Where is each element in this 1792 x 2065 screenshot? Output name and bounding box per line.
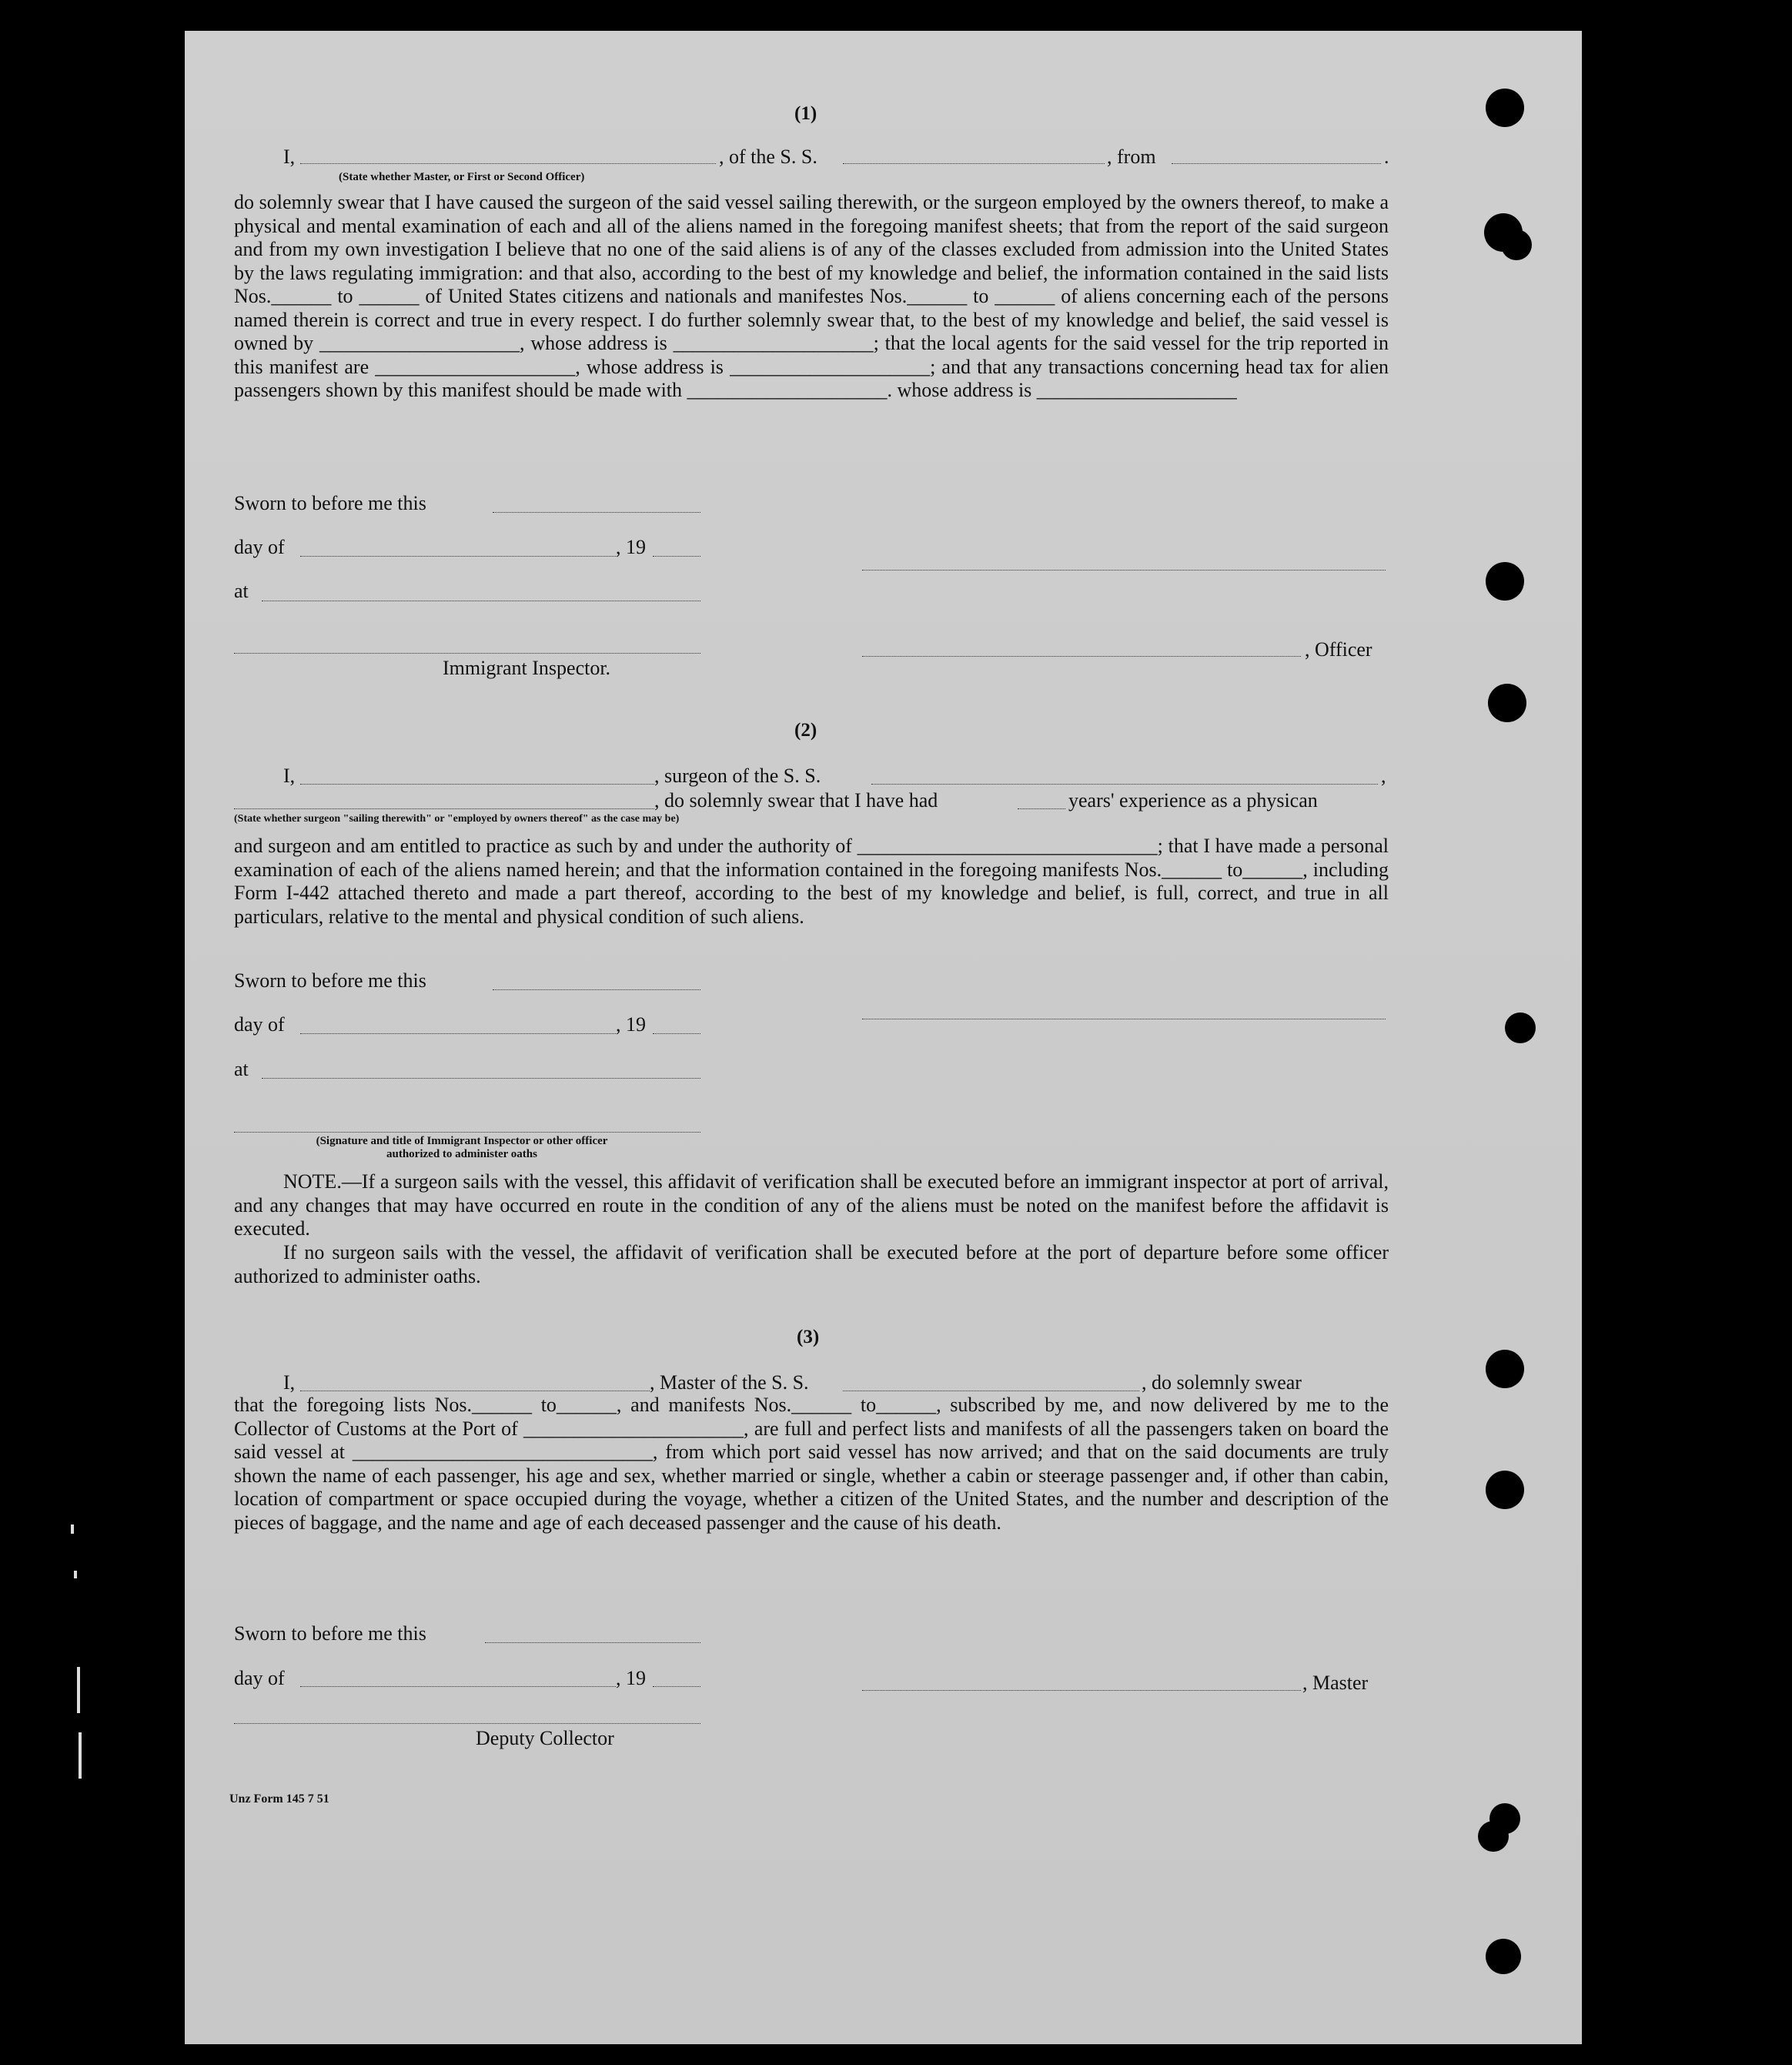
section1-year: , 19 [616, 536, 646, 558]
section2-vessel-line[interactable] [871, 784, 1378, 785]
section2-day-of: day of [234, 1013, 285, 1036]
years-experience-label: years' experience as a physican [1068, 789, 1318, 812]
binding-hole [1486, 1350, 1524, 1388]
officer-label: , Officer [1305, 638, 1372, 661]
section3-year-line[interactable] [653, 1686, 700, 1687]
section2-at-line[interactable] [262, 1078, 700, 1079]
swear-line-label: , do solemnly swear that I have had [654, 789, 938, 812]
surgeon-state-note: (State whether surgeon "sailing therewith" or "employed by owners thereof" as the case may be) [234, 813, 680, 825]
section2-sworn-line[interactable] [493, 989, 700, 990]
note-paragraph-1: NOTE.—If a surgeon sails with the vessel, this affidavit of verification shall be executed before an immigrant inspector at port of arrival, and any changes that may have occurred en route in the condition of any of the aliens must be noted on the manifest before the affidavit is executed. [234, 1170, 1389, 1240]
master-label: , Master [1302, 1672, 1369, 1694]
section3-day-of: day of [234, 1667, 285, 1689]
section3-sworn: Sworn to before me this [234, 1622, 426, 1645]
surgeon-status-line[interactable] [234, 808, 654, 809]
section1-paragraph: do solemnly swear that I have caused the surgeon of the said vessel sailing therewith, or the surgeon employed by the owners thereof, to make a physical and mental examination of each and all of the aliens named in the foregoing manifest sheets; that from the report of the said surgeon and from my own investigation I believe that no one of the said aliens is of any of the classes excluded from admission into the United States by the laws regulating immigration: and that also, according to the best of my knowledge and belief, the information contained in the said lists Nos.______ to ______ of United States citizens and nationals and manifestes Nos.______ to ______ of aliens concerning each of the persons named therein is correct and true in every respect. I do further solemnly swear that, to the best of my knowledge and belief, the said vessel is owned by ____________________, whose address is ____________________; that the local agents for the said vessel for the trip reported in this manifest are ____________________, whose address is ____________________; and that any transactions concerning head tax for alien passengers shown by this manifest should be made with ____________________. whose address is ____________________ [234, 191, 1389, 401]
section1-at: at [234, 580, 249, 602]
surgeon-of-label: , surgeon of the S. S. [654, 765, 821, 787]
section2-year-line[interactable] [653, 1033, 700, 1034]
binding-hole [1501, 229, 1532, 260]
section2-paragraph: and surgeon and am entitled to practice as such by and under the authority of ______________________________; that I have made a personal examination of each of the aliens named herein; and that the information contained in the foregoing manifests Nos.______ to______, including Form I-442 attached thereto and made a part thereof, according to the best of my knowledge and belief, is full, correct, and true in all particulars, relative to the mental and physical condition of such aliens. [234, 835, 1389, 928]
manifest-affidavit-page [185, 31, 1582, 2044]
signature-title-note: (Signature and title of Immigrant Inspector or other officer authorized to administer oaths [316, 1135, 608, 1160]
section2-sworn: Sworn to before me this [234, 969, 426, 992]
officer-signature-line-1[interactable] [862, 570, 1386, 571]
inspector-signature-line[interactable] [234, 653, 700, 654]
binding-hole [1488, 684, 1526, 722]
section2-oath-i: I, [283, 765, 296, 787]
officer-signature-line-2[interactable] [862, 656, 1301, 657]
section1-day-of: day of [234, 536, 285, 558]
years-line[interactable] [1018, 808, 1065, 809]
section3-heading: (3) [797, 1327, 820, 1347]
surgeon-name-line[interactable] [300, 784, 654, 785]
of-the-ss-label: , of the S. S. [719, 146, 817, 168]
margin-speck [79, 1732, 82, 1779]
section2-inspector-line[interactable] [234, 1132, 700, 1133]
section3-swear: , do solemnly swear [1142, 1371, 1302, 1394]
deputy-collector-label: Deputy Collector [476, 1727, 614, 1749]
section2-comma: , [1381, 765, 1386, 787]
section1-sworn: Sworn to before me this [234, 492, 426, 514]
note-paragraph-2: If no surgeon sails with the vessel, the affidavit of verification shall be executed before at the port of departure before some officer authorized to administer oaths. [234, 1241, 1389, 1287]
margin-speck [74, 1571, 77, 1578]
master-signature-line[interactable] [862, 1690, 1301, 1691]
binding-hole [1486, 562, 1524, 601]
section1-sworn-line[interactable] [493, 512, 700, 513]
section3-paragraph: that the foregoing lists Nos.______ to______, and manifests Nos.______ to______, subscribed by me, and now delivered by me to the Collector of Customs at the Port of ______________________, are full and perfect lists and manifests of all the passengers taken on board the said vessel at ______________________________, from which port said vessel has now arrived; and that on the said documents are truly shown the name of each passenger, his age and sex, whether married or single, whether a cabin or steerage passenger and, if other than cabin, location of compartment or space occupied during the voyage, whether a citizen of the United States, and the number and description of the pieces of baggage, and the name and age of each deceased passenger and the cause of his death. [234, 1394, 1389, 1534]
from-label: , from [1107, 146, 1156, 168]
margin-speck [77, 1667, 80, 1713]
section3-sworn-line[interactable] [485, 1642, 700, 1643]
section1-year-line[interactable] [653, 556, 700, 557]
section3-oath-i: I, [283, 1371, 296, 1394]
binding-hole [1478, 1821, 1509, 1852]
period: . [1384, 146, 1389, 168]
departure-port-line[interactable] [1172, 163, 1381, 164]
section1-heading: (1) [794, 103, 817, 124]
form-identifier: Unz Form 145 7 51 [229, 1792, 329, 1806]
master-of-label: , Master of the S. S. [650, 1371, 809, 1394]
binding-hole [1486, 1939, 1521, 1974]
binding-hole [1486, 89, 1524, 127]
binding-hole [1486, 1471, 1524, 1509]
section1-oath-i: I, [283, 146, 296, 168]
officer-note: (State whether Master, or First or Second Officer) [339, 171, 585, 183]
immigrant-inspector-label: Immigrant Inspector. [443, 657, 611, 679]
binding-hole [1505, 1012, 1536, 1043]
section3-year: , 19 [616, 1667, 646, 1689]
margin-speck [71, 1524, 74, 1534]
section2-at: at [234, 1058, 249, 1080]
collector-signature-line[interactable] [234, 1723, 700, 1724]
section2-heading: (2) [794, 720, 817, 741]
section2-day-line[interactable] [300, 1033, 616, 1034]
section2-year: , 19 [616, 1013, 646, 1036]
section1-day-line[interactable] [300, 556, 616, 557]
vessel-name-line[interactable] [843, 163, 1105, 164]
section3-day-line[interactable] [300, 1686, 616, 1687]
officer-name-line[interactable] [300, 163, 716, 164]
